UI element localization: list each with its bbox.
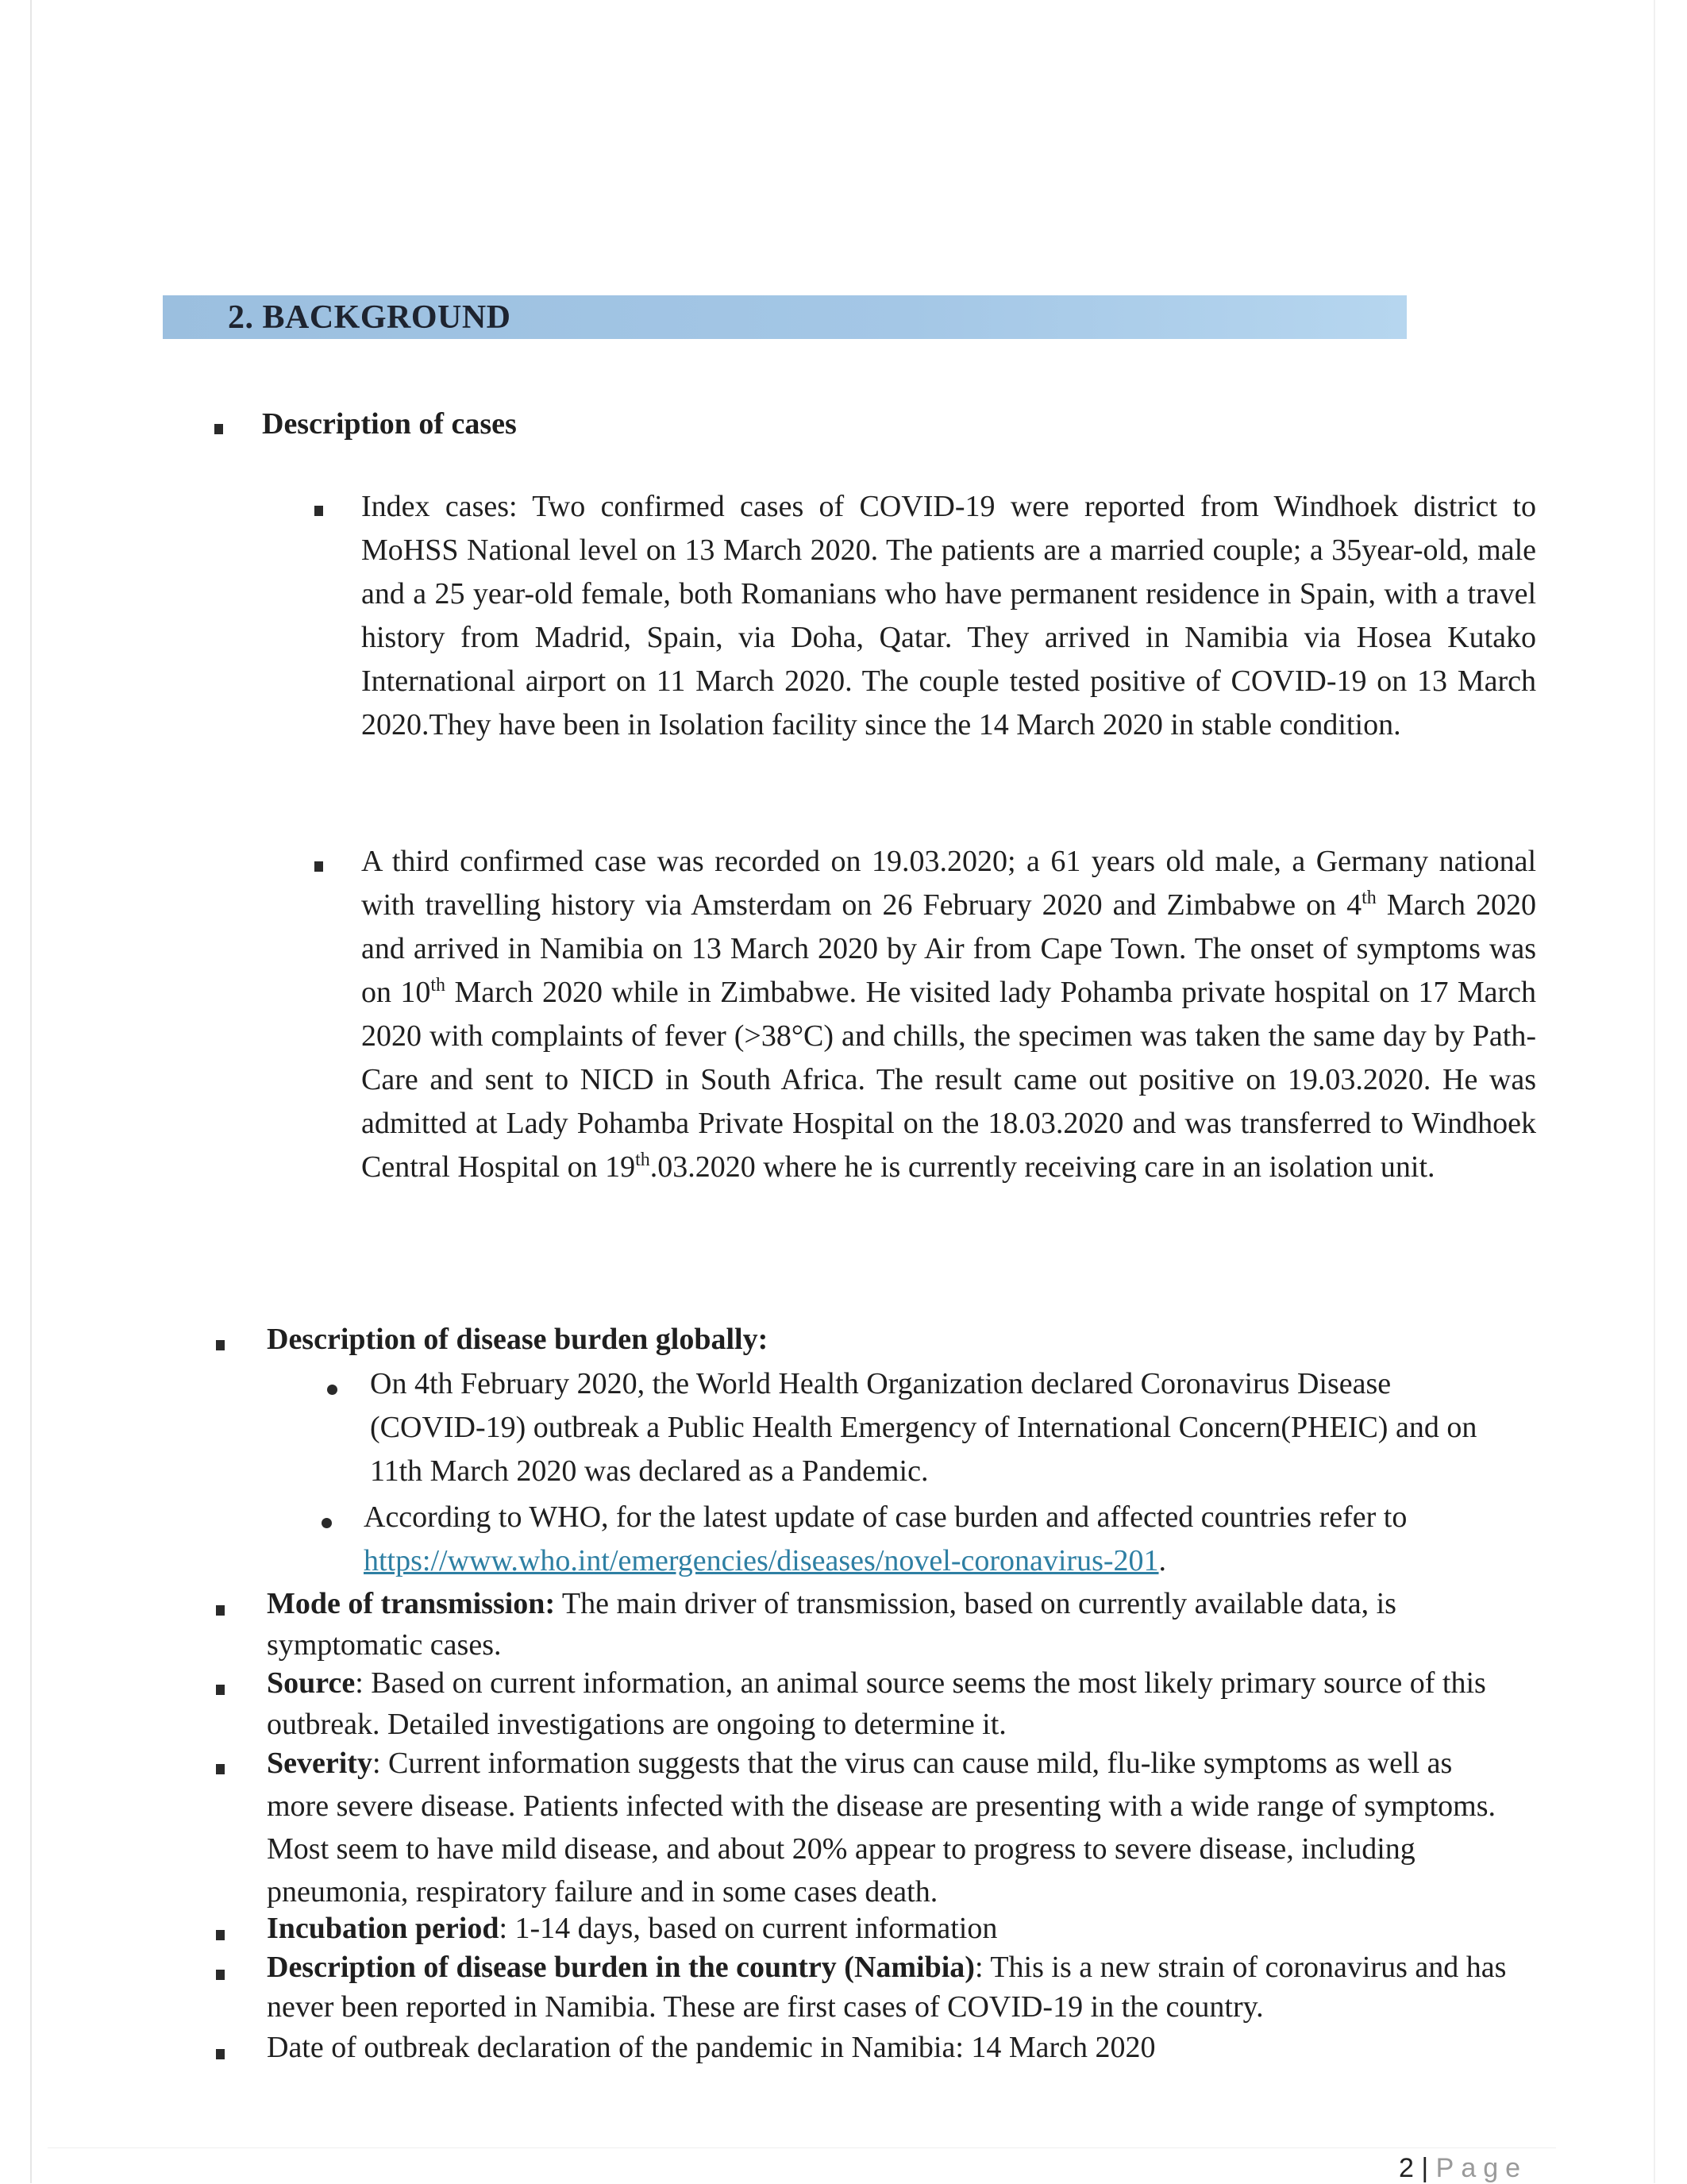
page-footer — [1399, 2153, 1527, 2184]
who-update-text: According to WHO, for the latest update of case burden and affected countries refer to https://www.who.int/emergencies/diseases/novel-coronavirus-201. — [364, 1500, 1408, 1577]
square-bullet-icon — [216, 1930, 225, 1940]
page-number: 2 — [1399, 2153, 1414, 2183]
fact-source: Source: Based on current information, an animal source seems the most likely primary source of this outbreak. Detailed investigations are ongoing to determine it. — [267, 1666, 1486, 1741]
square-bullet-icon — [216, 2049, 225, 2059]
fact-severity: Severity: Current information suggests that the virus can cause mild, flu-like symptoms as well as more severe disease. Patients infected with the disease are presenting with a wide range of symptoms. Most seem to have mild disease, and about 20% appear to progress to severe disease, including pneumonia, respiratory failure and in some cases death. — [267, 1747, 1496, 1909]
square-bullet-icon — [216, 1970, 225, 1980]
section-heading: 2. BACKGROUND — [228, 299, 511, 336]
footer-divider — [48, 2147, 1556, 2148]
global-burden-label: Description of disease burden globally: — [267, 1323, 768, 1356]
square-bullet-icon — [216, 1685, 225, 1695]
fact-country-burden: Description of disease burden in the country (Namibia): This is a new strain of coronavirus and has never been reported in Namibia. These are first cases of COVID-19 in the country. — [267, 1951, 1507, 2024]
who-link[interactable]: https://www.who.int/emergencies/diseases/novel-coronavirus-201 — [364, 1544, 1159, 1577]
square-bullet-icon — [314, 861, 323, 872]
square-bullet-icon — [314, 506, 323, 516]
page-edge — [30, 0, 32, 2183]
square-bullet-icon — [216, 1764, 225, 1774]
square-bullet-icon — [216, 1605, 225, 1616]
cases-label: Description of cases — [262, 407, 517, 441]
page-word: Page — [1435, 2153, 1528, 2183]
round-bullet-icon — [322, 1518, 332, 1528]
square-bullet-icon — [216, 1340, 225, 1350]
page-edge — [1654, 0, 1655, 2183]
index-cases-paragraph: Index cases: Two confirmed cases of COVID-19 were reported from Windhoek district to MoHSS National level on 13 March 2020. The patients are a married couple; a 35year-old, male and a 25 year-old female, both Romanians who have permanent residence in Spain, with a travel history from Madrid, Spain, via Doha, Qatar. They arrived in Namibia via Hosea Kutako International airport on 11 March 2020. The couple tested positive of COVID-19 on 13 March 2020.They have been in Isolation facility since the 14 March 2020 in stable condition. — [361, 490, 1536, 741]
round-bullet-icon — [327, 1385, 337, 1395]
fact-outbreak-declaration-date: Date of outbreak declaration of the pandemic in Namibia: 14 March 2020 — [267, 2031, 1156, 2064]
fact-incubation-period: Incubation period: 1-14 days, based on current information — [267, 1912, 998, 1945]
square-bullet-icon — [214, 424, 223, 434]
third-case-paragraph: A third confirmed case was recorded on 19.03.2020; a 61 years old male, a Germany national with travelling history via Amsterdam on 26 February 2020 and Zimbabwe on 4th March 2020 and arrived in Namibia on 13 March 2020 by Air from Cape Town. The onset of symptoms was on 10th March 2020 while in Zimbabwe. He visited lady Pohamba private hospital on 17 March 2020 with complaints of fever (>38°C) and chills, the specimen was taken the same day by Path-Care and sent to NICD in South Africa. The result came out positive on 19.03.2020. He was admitted at Lady Pohamba Private Hospital on the 18.03.2020 and was transferred to Windhoek Central Hospital on 19th.03.2020 where he is currently receiving care in an isolation unit. — [361, 845, 1537, 1184]
who-declaration-text: On 4th February 2020, the World Health Organization declared Coronavirus Disease (COVID-19) outbreak a Public Health Emergency of International Concern(PHEIC) and on 11th March 2020 was declared as a Pandemic. — [370, 1367, 1477, 1488]
section-heading-bar — [163, 295, 1407, 339]
page-separator: | — [1421, 2153, 1429, 2183]
fact-mode-of-transmission: Mode of transmission: The main driver of transmission, based on currently available data, is symptomatic cases. — [267, 1587, 1396, 1662]
